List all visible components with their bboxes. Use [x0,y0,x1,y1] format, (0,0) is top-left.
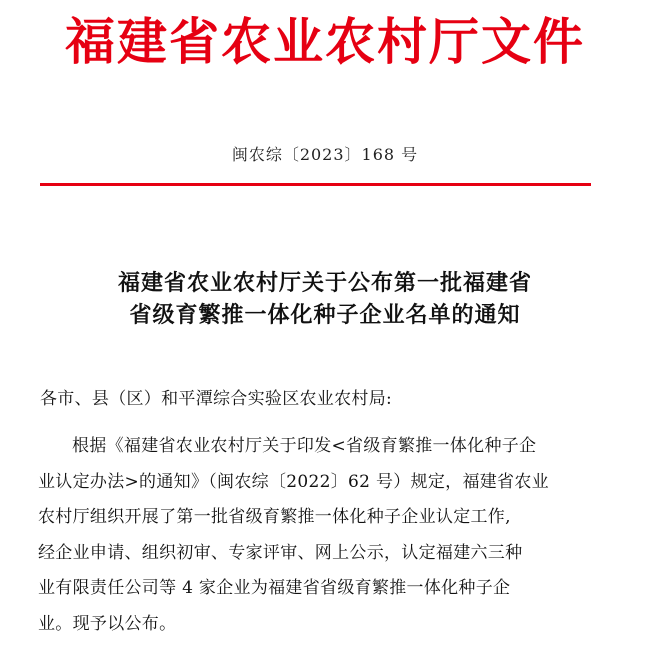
body-line: 业认定办法>的通知》（闽农综〔2022〕62 号）规定，福建省农业 [38,471,549,492]
body-paragraph [38,429,613,643]
notice-title [0,268,650,332]
body-line: 业。现予以公布。 [38,613,177,634]
notice-title-line-2: 省级育繁推一体化种子企业名单的通知 [129,303,521,328]
document-number: 闽农综〔2023〕168 号 [231,145,419,164]
salutation: 各市、县（区）和平潭综合实验区农业农村局: [40,389,393,409]
body-line: 根据《福建省农业农村厅关于印发<省级育繁推一体化种子企 [72,436,537,456]
body-line: 农村厅组织开展了第一批省级育繁推一体化种子企业认定工作, [38,507,511,528]
body-line: 经企业申请、组织初审、专家评审、网上公示，认定福建六三种 [38,542,523,563]
notice-title-line-1: 福建省农业农村厅关于公布第一批福建省 [117,271,532,296]
issuing-authority-header: 福建省农业农村厅文件 [65,13,585,71]
body-line: 业有限责任公司等 4 家企业为福建省省级育繁推一体化种子企 [38,578,511,599]
red-divider-line [40,183,591,186]
